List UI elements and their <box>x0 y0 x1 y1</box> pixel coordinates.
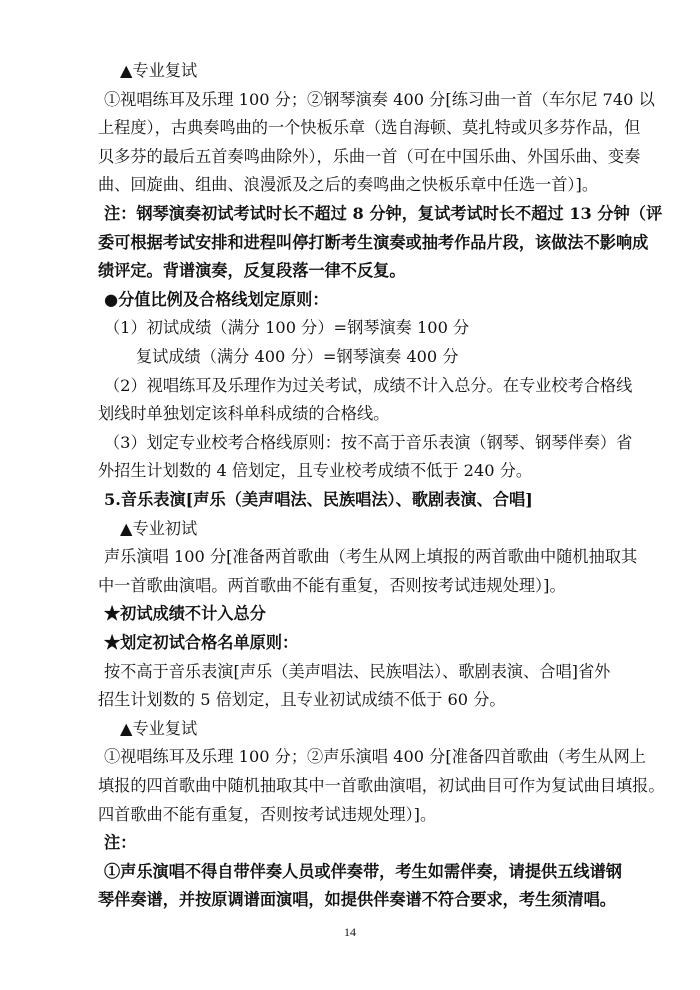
text-line: 声乐演唱 100 分[准备两首歌曲（考生从网上填报的两首歌曲中随机抽取其 <box>104 547 638 566</box>
text-line: （3）划定专业校考合格线原则：按不高于音乐表演（钢琴、钢琴伴奏）省 <box>104 433 633 452</box>
note-bold: 注：钢琴演奏初试考试时长不超过 8 分钟，复试考试时长不超过 13 分钟（评 <box>104 204 663 223</box>
note-bold: 委可根据考试安排和进程叫停打断考生演奏或抽考作品片段，该做法不影响成 <box>98 233 649 252</box>
heading-retest: ▲专业复试 <box>120 719 198 738</box>
text-line: 四首歌曲不能有重复，否则按考试违规处理）]。 <box>98 805 437 824</box>
text-line: ①视唱练耳及乐理 100 分；②声乐演唱 400 分[准备四首歌曲（考生从网上 <box>104 747 646 766</box>
text-line: 填报的四首歌曲中随机抽取其中一首歌曲演唱，初试曲目可作为复试曲目填报。 <box>98 776 665 795</box>
note-bold: ①声乐演唱不得自带伴奏人员或伴奏带，考生如需伴奏，请提供五线谱钢 <box>104 862 622 881</box>
page-number: 14 <box>344 925 356 939</box>
text-line: 贝多芬的最后五首奏鸣曲除外），乐曲一首（可在中国乐曲、外国乐曲、变奏 <box>98 147 641 166</box>
text-line-bold: ★初试成绩不计入总分 <box>104 604 266 623</box>
text-line: 复试成绩（满分 400 分）=钢琴演奏 400 分 <box>136 347 459 366</box>
heading-pretest: ▲专业初试 <box>120 519 198 538</box>
note-label: 注： <box>104 833 137 852</box>
text-line: 按不高于音乐表演[声乐（美声唱法、民族唱法）、歌剧表演、合唱]省外 <box>104 662 611 681</box>
heading-retest: ▲专业复试 <box>120 61 198 80</box>
text-line: ①视唱练耳及乐理 100 分；②钢琴演奏 400 分[练习曲一首（车尔尼 740 以 <box>104 90 655 109</box>
text-line: 划线时单独划定该科单科成绩的合格线。 <box>98 404 390 423</box>
text-line: 中一首歌曲演唱。两首歌曲不能有重复，否则按考试违规处理）]。 <box>98 576 566 595</box>
text-line: 上程度），古典奏鸣曲的一个快板乐章（选自海顿、莫扎特或贝多芬作品，但 <box>98 118 641 137</box>
text-line: （1）初试成绩（满分 100 分）=钢琴演奏 100 分 <box>104 318 470 337</box>
text-line: （2）视唱练耳及乐理作为过关考试，成绩不计入总分。在专业校考合格线 <box>104 376 633 395</box>
text-line-bold: ★划定初试合格名单原则： <box>104 633 299 652</box>
text-line: 招生计划数的 5 倍划定，且专业初试成绩不低于 60 分。 <box>98 690 506 709</box>
section-heading: 5.音乐表演[声乐（美声唱法、民族唱法）、歌剧表演、合唱] <box>104 490 533 509</box>
note-bold: 绩评定。背谱演奏，反复段落一律不反复。 <box>98 261 406 280</box>
text-line: 曲、回旋曲、组曲、浪漫派及之后的奏鸣曲之快板乐章中任选一首）]。 <box>98 175 599 194</box>
text-line: 外招生计划数的 4 倍划定，且专业校考成绩不低于 240 分。 <box>98 461 533 480</box>
note-bold: 琴伴奏谱，并按原调谱面演唱，如提供伴奏谱不符合要求，考生须清唱。 <box>98 890 616 909</box>
section-heading: ●分值比例及合格线划定原则： <box>104 290 329 309</box>
